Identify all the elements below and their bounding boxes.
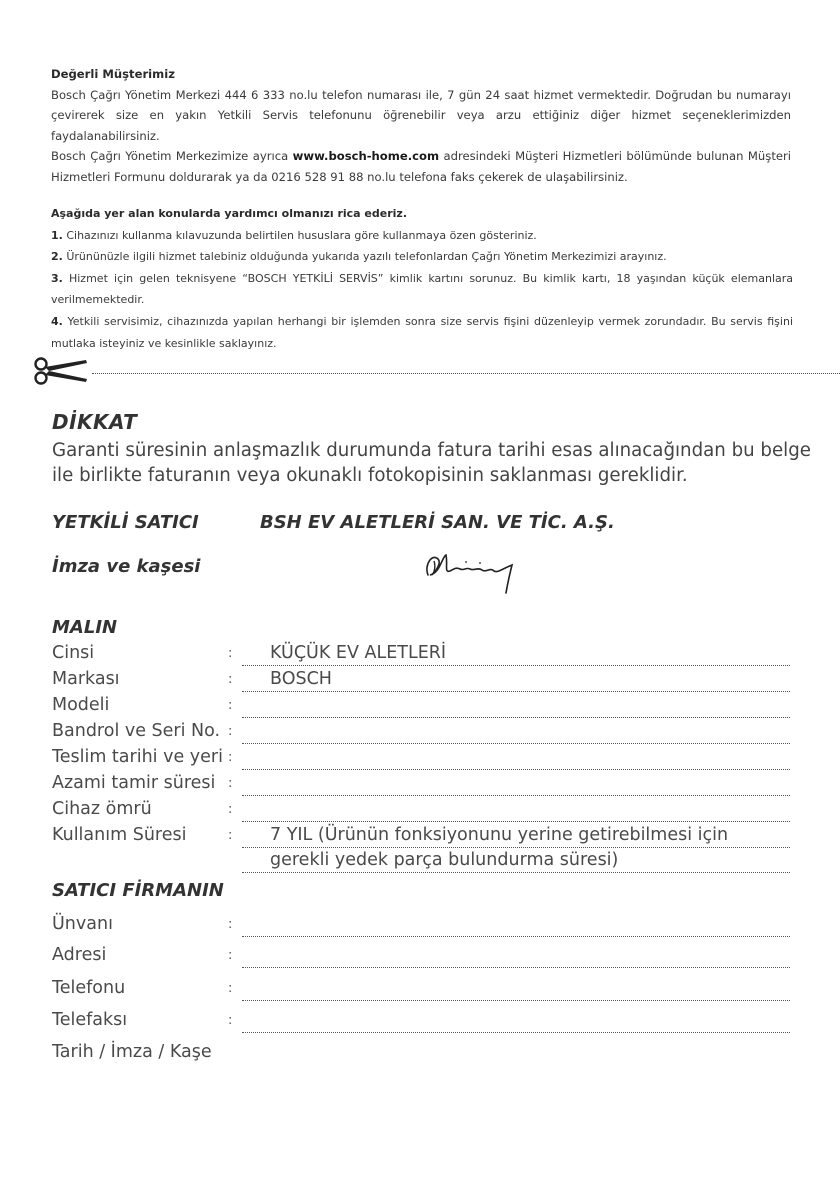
field-label: Teslim tarihi ve yeri (52, 747, 223, 767)
field-label: Kullanım Süresi (52, 825, 187, 845)
field-label: Telefaksı (52, 1010, 128, 1030)
notice-line: Garanti süresinin anlaşmazlık durumunda fatura tarihi esas alınacağından bu belge (52, 440, 811, 461)
field-row-repair-time[interactable] (52, 773, 792, 798)
field-label: Azami tamir süresi (52, 773, 216, 793)
intro-text: Bosch Çağrı Yönetim Merkezimize ayrıca (51, 149, 293, 164)
field-line[interactable] (242, 717, 790, 718)
field-row-date-sign[interactable] (52, 1042, 792, 1067)
field-label: Adresi (52, 945, 107, 965)
field-label: Telefonu (52, 978, 126, 998)
item-number: 3. (51, 271, 63, 285)
field-label: Cihaz ömrü (52, 799, 152, 819)
help-heading: Aşağıda yer alan konularda yardımcı olmanızı rica ederiz. (51, 207, 408, 220)
field-line (242, 872, 790, 873)
help-item (51, 225, 793, 247)
authorized-seller-label: YETKİLİ SATICI (52, 512, 199, 533)
field-row-brand (52, 669, 792, 694)
field-row-serial[interactable] (52, 721, 792, 746)
field-row-fax[interactable] (52, 1010, 792, 1035)
field-label: Cinsi (52, 643, 95, 663)
field-line (242, 691, 790, 692)
field-line (242, 847, 790, 848)
field-row-type (52, 643, 792, 668)
help-section (51, 203, 793, 354)
field-row-usage-cont (52, 850, 792, 875)
notice-line: ile birlikte faturanın veya okunaklı fotokopisinin saklanması gereklidir. (52, 465, 688, 486)
field-colon: : (228, 724, 233, 739)
intro-heading: Değerli Müşterimiz (51, 67, 175, 81)
notice-heading: DİKKAT (52, 410, 138, 434)
field-line (242, 665, 790, 666)
field-label: Markası (52, 669, 120, 689)
help-item (51, 311, 793, 354)
cut-line (30, 356, 840, 386)
field-line[interactable] (242, 769, 790, 770)
field-colon: : (228, 1013, 233, 1028)
field-row-lifetime[interactable] (52, 799, 792, 824)
field-label: Modeli (52, 695, 110, 715)
field-value[interactable]: KÜÇÜK EV ALETLERİ (270, 643, 447, 663)
field-row-title[interactable] (52, 914, 792, 939)
website-link[interactable]: www.bosch-home.com (292, 149, 440, 164)
field-value[interactable]: 7 YIL (Ürünün fonksiyonunu yerine getirebilmesi için (270, 825, 729, 845)
field-colon: : (228, 917, 233, 932)
field-colon: : (228, 948, 233, 963)
field-line[interactable] (242, 967, 790, 968)
field-colon: : (228, 646, 233, 661)
intro-paragraph-1: Bosch Çağrı Yönetim Merkezi 444 6 333 no.lu telefon numarası ile, 7 gün 24 saat hizmet vermektedir. Doğrudan bu numarayı çevirerek size en yakın Yetkili Servis telefonunu öğrenebilir veya arzu ettiğiniz diğer hizmet seçeneklerimizden faydalanabilirsiniz. (51, 87, 791, 143)
field-line[interactable] (242, 821, 790, 822)
help-item (51, 246, 793, 268)
signature-stamp-label: İmza ve kaşesi (52, 556, 201, 577)
firm-heading: SATICI FİRMANIN (52, 880, 224, 901)
scissors-icon (30, 356, 90, 386)
field-colon: : (228, 698, 233, 713)
field-line[interactable] (242, 1032, 790, 1033)
help-item (51, 268, 793, 311)
field-value[interactable]: gerekli yedek parça bulundurma süresi) (270, 850, 619, 870)
field-colon: : (228, 802, 233, 817)
item-text: Ürününüzle ilgili hizmet talebiniz olduğunda yukarıda yazılı telefonlardan Çağrı Yönetim Merkezimizi arayınız. (66, 250, 667, 264)
item-number: 1. (51, 228, 63, 242)
field-row-usage (52, 825, 792, 850)
notice-text (52, 438, 840, 488)
field-colon: : (228, 750, 233, 765)
field-label: Tarih / İmza / Kaşe (52, 1042, 212, 1062)
field-row-phone[interactable] (52, 978, 792, 1003)
item-text: Yetkili servisimiz, cihazınızda yapılan herhangi bir işlemden sonra size servis fişini düzenleyip vermek zorundadır. Bu servis fişini mutlaka isteyiniz ve kesinlikle saklayınız. (51, 314, 794, 350)
intro-text: adresindeki Müşteri Hizmetleri bölümünde bulunan Müşteri Hizmetleri Formunu doldurarak ya da 0216 528 91 88 no.lu telefona faks çekerek de ulaşabilirsiniz. (51, 149, 791, 184)
item-number: 4. (51, 314, 63, 328)
field-label: Bandrol ve Seri No. (52, 721, 221, 741)
field-line[interactable] (242, 1000, 790, 1001)
field-value[interactable]: BOSCH (270, 669, 332, 689)
field-row-model[interactable] (52, 695, 792, 720)
field-row-address[interactable] (52, 945, 792, 970)
field-colon: : (228, 981, 233, 996)
field-line[interactable] (242, 936, 790, 937)
item-number: 2. (51, 250, 63, 264)
item-text: Hizmet için gelen teknisyene “BOSCH YETKİLİ SERVİS” kimlik kartını sorunuz. Bu kimlik kartı, 18 yaşından küçük elemanlara verilmemektedir. (51, 271, 794, 307)
item-text: Cihazınızı kullanma kılavuzunda belirtilen hususlara göre kullanmaya özen gösteriniz. (66, 228, 537, 242)
field-colon: : (228, 776, 233, 791)
authorized-seller-name: BSH EV ALETLERİ SAN. VE TİC. A.Ş. (260, 512, 615, 533)
product-heading: MALIN (52, 617, 118, 638)
intro-section (51, 64, 791, 188)
field-line[interactable] (242, 795, 790, 796)
field-colon: : (228, 828, 233, 843)
field-row-delivery[interactable] (52, 747, 792, 772)
field-colon: : (228, 672, 233, 687)
field-label: Ünvanı (52, 914, 113, 934)
handwritten-signature (420, 545, 520, 595)
intro-paragraph-2 (51, 146, 791, 187)
cut-dotted-line (92, 373, 840, 374)
field-line[interactable] (242, 743, 790, 744)
